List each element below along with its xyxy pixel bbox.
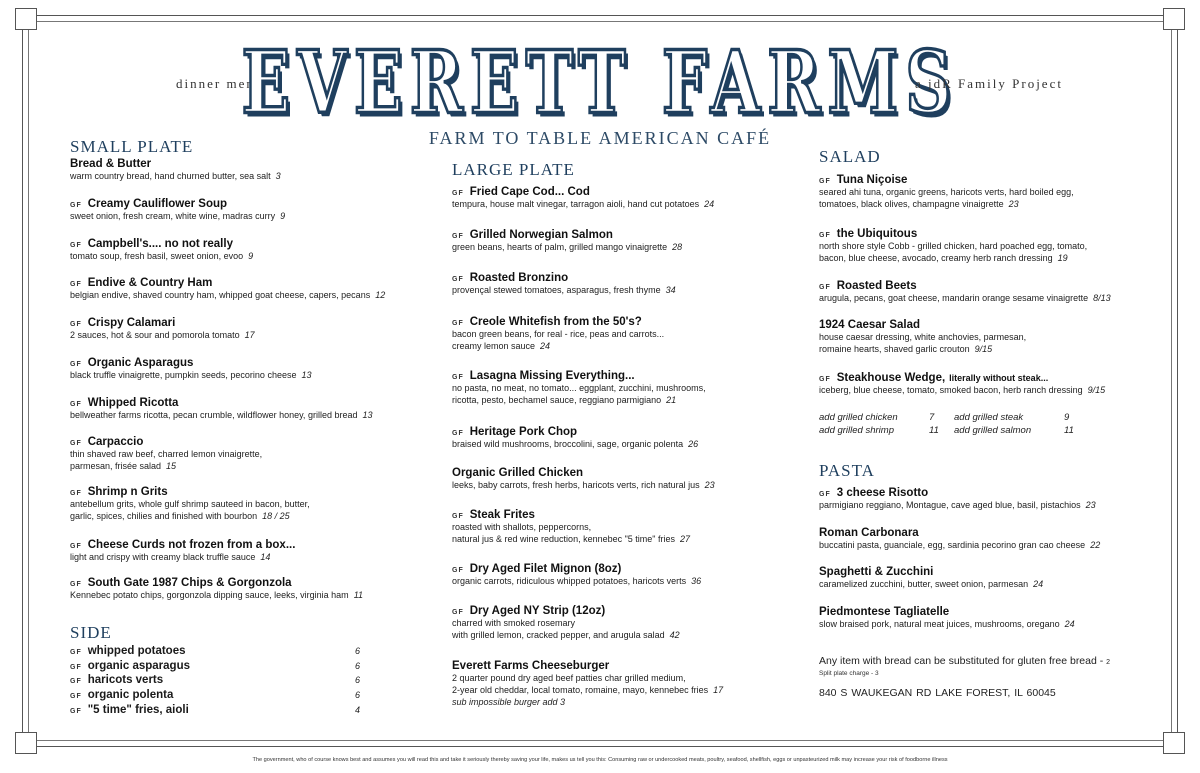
menu-item-name: Creole Whitefish from the 50's? (469, 316, 642, 328)
gluten-free-tag: GF (70, 678, 82, 685)
section-title-small-plate: SMALL PLATE (70, 137, 194, 156)
menu-item-name-row (70, 357, 311, 369)
description-text: iceberg, blue cheese, tomato, smoked bacon, herb ranch dressing (819, 385, 1083, 395)
gluten-free-tag: GF (70, 581, 82, 588)
section-title-pasta: PASTA (819, 461, 875, 480)
menu-item-description (819, 186, 1074, 198)
split-plate-charge: Split plate charge - 3 (819, 670, 879, 677)
description-text: romaine hearts, shaved garlic crouton (819, 344, 970, 354)
menu-item-price: 13 (362, 410, 373, 420)
menu-item (819, 319, 1026, 355)
menu-item-name: Cheese Curds not frozen from a box... (87, 539, 296, 551)
menu-item (452, 186, 714, 210)
menu-item-price: 12 (375, 290, 386, 300)
gluten-free-tag: GF (70, 490, 82, 497)
menu-item (819, 566, 1043, 590)
menu-item-name: Bread & Butter (70, 158, 152, 170)
side-item (70, 704, 360, 716)
description-text: antebellum grits, whole gulf shrimp sauteed in bacon, butter, (70, 499, 310, 509)
menu-item-name-row (70, 158, 281, 170)
description-text: no pasta, no meat, no tomato... eggplant, zucchini, mushrooms, (452, 383, 706, 393)
menu-item-price: 17 (244, 330, 255, 340)
section-title-salad: SALAD (819, 147, 881, 166)
side-item (70, 674, 360, 686)
menu-item-name: 1924 Caesar Salad (819, 319, 921, 331)
side-item (70, 689, 360, 701)
menu-item-description (819, 198, 1074, 210)
menu-item-name-row (819, 319, 1026, 331)
description-text: with grilled lemon, cracked pepper, and arugula salad (452, 630, 665, 640)
menu-item-description (70, 369, 311, 381)
menu-item-description (70, 250, 253, 262)
menu-item-description (819, 539, 1100, 551)
tagline: FARM TO TABLE AMERICAN CAFÉ (428, 128, 772, 148)
menu-item-description (70, 498, 310, 510)
menu-item (819, 280, 1111, 304)
addon-item: add grilled chicken 7 (819, 412, 935, 423)
menu-item-description (819, 384, 1105, 396)
brand-logo (241, 32, 959, 134)
gluten-free-tag: GF (819, 376, 831, 383)
side-item-name: organic asparagus (87, 660, 190, 672)
menu-item (70, 357, 311, 381)
menu-item-price: 14 (260, 552, 271, 562)
menu-item (819, 487, 1096, 511)
menu-item-price: 3 (275, 171, 281, 181)
menu-item-name-row (452, 186, 714, 198)
menu-item (819, 372, 1105, 396)
gluten-free-tag: GF (70, 693, 82, 700)
menu-item-description (819, 343, 1026, 355)
menu-item-description (70, 210, 285, 222)
menu-item-description (819, 578, 1043, 590)
gluten-free-tag: GF (452, 513, 464, 520)
description-text: garlic, spices, chilies and finished with bourbon (70, 511, 258, 521)
menu-item-name-row (452, 370, 706, 382)
menu-item-name-row (70, 486, 310, 498)
menu-item-description (452, 684, 723, 696)
description-text: black truffle vinaigrette, pumpkin seeds, pecorino cheese (70, 370, 297, 380)
menu-item-description (452, 284, 676, 296)
gluten-free-tag: GF (452, 374, 464, 381)
side-item-price: 6 (354, 675, 360, 685)
menu-item-name: Dry Aged Filet Mignon (8oz) (469, 563, 622, 575)
menu-item-description (452, 198, 714, 210)
gluten-free-tag: GF (452, 567, 464, 574)
menu-item-name: Roasted Beets (836, 280, 917, 292)
corner-ornament (15, 8, 37, 30)
gluten-free-tag: GF (70, 202, 82, 209)
menu-item-description (70, 448, 262, 460)
description-text: arugula, pecans, goat cheese, mandarin orange sesame vinaigrette (819, 293, 1089, 303)
menu-item-name: Organic Asparagus (87, 357, 194, 369)
menu-item-name-row (819, 527, 1100, 539)
menu-item-name: Dry Aged NY Strip (12oz) (469, 605, 606, 617)
side-item-price: 6 (354, 690, 360, 700)
menu-item-name-row (70, 397, 372, 409)
description-text: ricotta, pesto, bechamel sauce, reggiano parmigiano (452, 395, 662, 405)
menu-item-name: Campbell's.... no not really (87, 238, 233, 250)
menu-item (452, 563, 701, 587)
menu-item-name-row (452, 272, 676, 284)
menu-item-price: 24 (704, 199, 715, 209)
menu-item-description (452, 672, 723, 684)
menu-item-name-row (452, 563, 701, 575)
menu-item (70, 486, 310, 522)
menu-item-price: 36 (691, 576, 702, 586)
salad-addons (819, 412, 1089, 438)
menu-item-description (452, 394, 706, 406)
side-item-price: 4 (354, 705, 360, 715)
menu-item-price: 42 (669, 630, 680, 640)
menu-item-name: Steakhouse Wedge, (836, 372, 946, 384)
menu-item-name-row (70, 577, 363, 589)
menu-item-price: 19 (1057, 253, 1068, 263)
menu-item-name: Organic Grilled Chicken (452, 467, 584, 479)
menu-item (70, 436, 262, 472)
description-text: organic carrots, ridiculous whipped potatoes, haricots verts (452, 576, 687, 586)
menu-item (819, 527, 1100, 551)
description-text: bacon, blue cheese, avocado, creamy herb ranch dressing (819, 253, 1053, 263)
menu-item-name-row (452, 316, 664, 328)
description-text: caramelized zucchini, butter, sweet onion, parmesan (819, 579, 1029, 589)
description-text: bellweather farms ricotta, pecan crumble, wildflower honey, grilled bread (70, 410, 358, 420)
menu-item-name: Piedmontese Tagliatelle (819, 606, 950, 618)
menu-item (452, 316, 664, 352)
menu-item-name-row (452, 605, 680, 617)
menu-item-price: 23 (1008, 199, 1019, 209)
menu-item-price: 8/13 (1093, 293, 1111, 303)
menu-item-price: 23 (704, 480, 715, 490)
menu-item (70, 397, 372, 421)
description-text: house caesar dressing, white anchovies, parmesan, (819, 332, 1027, 342)
menu-item-description (819, 331, 1026, 343)
gluten-free-tag: GF (452, 190, 464, 197)
description-text: 2-year old cheddar, local tomato, romaine, mayo, kennebec fries (452, 685, 709, 695)
gluten-free-tag: GF (452, 609, 464, 616)
menu-item-name: Fried Cape Cod... Cod (469, 186, 590, 198)
menu-item-description (452, 328, 664, 340)
menu-item-price: 9 (280, 211, 286, 221)
menu-item-description (452, 629, 680, 641)
description-text: buccatini pasta, guanciale, egg, sardinia pecorino gran cao cheese (819, 540, 1086, 550)
description-text: provençal stewed tomatoes, asparagus, fresh thyme (452, 285, 661, 295)
menu-item-name-row (452, 229, 682, 241)
menu-item-name-row (819, 487, 1096, 499)
menu-item-price: 26 (688, 439, 699, 449)
description-text: slow braised pork, natural meat juices, mushrooms, oregano (819, 619, 1060, 629)
menu-item (70, 158, 281, 182)
menu-item (452, 272, 676, 296)
description-text: bacon green beans, for real - rice, peas and carrots... (452, 329, 665, 339)
description-text: parmesan, frisée salad (70, 461, 162, 471)
menu-item-description (70, 329, 255, 341)
menu-item-name: Crispy Calamari (87, 317, 176, 329)
menu-item-name: Tuna Niçoise (836, 174, 908, 186)
addon-row (819, 412, 1089, 425)
corner-ornament (1163, 8, 1185, 30)
menu-item-price: 9/15 (974, 344, 993, 354)
menu-item (452, 229, 682, 253)
description-text: north shore style Cobb - grilled chicken, hard poached egg, tomato, (819, 241, 1088, 251)
description-text: tempura, house malt vinegar, tarragon aioli, hand cut potatoes (452, 199, 700, 209)
menu-item-name: Everett Farms Cheeseburger (452, 660, 610, 672)
health-disclaimer: The government, who of course knows best and assumes you will read this and take it seriously thereby saving your life, makes us tell you this: Consuming raw or undercooked meats, poultry, seafood, shellfish, eggs or unpasteurized milk may increase your risk of foodborne illness (252, 757, 948, 763)
description-text: green beans, hearts of palm, grilled mango vinaigrette (452, 242, 668, 252)
menu-item-description (819, 618, 1075, 630)
gluten-free-tag: GF (70, 321, 82, 328)
side-item-price: 6 (354, 661, 360, 671)
menu-item-description (452, 533, 690, 545)
menu-item-price: 27 (680, 534, 691, 544)
menu-item-price: 28 (672, 242, 683, 252)
menu-item-description (819, 499, 1096, 511)
menu-item (819, 606, 1075, 630)
description-text: Kennebec potato chips, gorgonzola dipping sauce, leeks, virginia ham (70, 590, 349, 600)
menu-item-name-row (70, 317, 255, 329)
description-text: natural jus & red wine reduction, kennebec "5 time" fries (452, 534, 676, 544)
menu-item (70, 539, 295, 563)
menu-item-price: 24 (1033, 579, 1044, 589)
menu-item-name-row (452, 467, 715, 479)
menu-item-name: the Ubiquitous (836, 228, 918, 240)
side-item (70, 645, 360, 657)
menu-item-name: Endive & Country Ham (87, 277, 213, 289)
gluten-free-tag: GF (70, 649, 82, 656)
menu-item-name-row (70, 238, 253, 250)
menu-item (452, 605, 680, 641)
menu-item-name: Shrimp n Grits (87, 486, 168, 498)
section-title-side: SIDE (70, 623, 112, 642)
menu-item-extra: sub impossible burger add 3 (452, 697, 566, 707)
gluten-free-tag: GF (819, 232, 831, 239)
menu-item-description (452, 521, 690, 533)
gluten-free-note: Any item with bread can be substituted for gluten free bread - 2 (819, 655, 1111, 667)
gluten-free-tag: GF (452, 320, 464, 327)
description-text: 2 sauces, hot & sour and pomorola tomato (70, 330, 240, 340)
menu-item-description (452, 241, 682, 253)
menu-item-name: Carpaccio (87, 436, 144, 448)
side-item-name: organic polenta (87, 689, 174, 701)
menu-item-price: 34 (665, 285, 676, 295)
description-text: creamy lemon sauce (452, 341, 536, 351)
description-text: braised wild mushrooms, broccolini, sage, organic polenta (452, 439, 684, 449)
menu-item-name-row (819, 174, 1074, 186)
menu-item-name-row (819, 228, 1087, 240)
menu-item-description (819, 240, 1087, 252)
menu-item-price: 18 / 25 (262, 511, 290, 521)
menu-item-name-row (70, 436, 262, 448)
addon-item: add grilled shrimp 11 (819, 425, 939, 436)
menu-item-name-row (819, 606, 1075, 618)
menu-item-name: South Gate 1987 Chips & Gorgonzola (87, 577, 292, 589)
menu-item-name: Steak Frites (469, 509, 535, 521)
menu-item-description (452, 617, 680, 629)
description-text: leeks, baby carrots, fresh herbs, haricots verts, rich natural jus (452, 480, 700, 490)
menu-item-description (70, 409, 372, 421)
menu-item (452, 467, 715, 491)
gluten-free-tag: GF (452, 276, 464, 283)
gluten-free-tag: GF (70, 242, 82, 249)
menu-item-price: 21 (666, 395, 677, 405)
side-item-name: "5 time" fries, aioli (87, 704, 189, 716)
menu-item (452, 426, 698, 450)
menu-item (819, 228, 1087, 264)
addon-item: add grilled steak 9 (954, 412, 1070, 423)
menu-item-price: 24 (540, 341, 551, 351)
gluten-free-tag: GF (452, 233, 464, 240)
menu-item-description (452, 382, 706, 394)
menu-item (819, 174, 1074, 210)
menu-item-name-row (452, 509, 690, 521)
description-text: sweet onion, fresh cream, white wine, madras curry (70, 211, 276, 221)
gluten-free-tag: GF (70, 440, 82, 447)
gluten-free-tag: GF (452, 430, 464, 437)
menu-item-name-row (452, 660, 723, 672)
section-title-large-plate: LARGE PLATE (452, 160, 575, 179)
gluten-free-tag: GF (70, 708, 82, 715)
gluten-free-tag: GF (70, 543, 82, 550)
menu-item-price: 22 (1090, 540, 1101, 550)
menu-item-price: 11 (353, 590, 364, 600)
menu-item-price: 9/15 (1087, 385, 1106, 395)
menu-item-name-row (70, 277, 385, 289)
menu-item-description (452, 575, 701, 587)
menu-item-price: 15 (166, 461, 177, 471)
menu-item-name-row (819, 372, 1105, 384)
menu-item-price: 24 (1064, 619, 1075, 629)
menu-item-aside: literally without steak... (949, 373, 1049, 383)
menu-item-description (70, 551, 295, 563)
gluten-free-tag: GF (70, 401, 82, 408)
gluten-free-tag: GF (70, 361, 82, 368)
description-text: 2 quarter pound dry aged beef patties char grilled medium, (452, 673, 686, 683)
description-text: seared ahi tuna, organic greens, haricots verts, hard boiled egg, (819, 187, 1074, 197)
menu-item (70, 277, 385, 301)
side-item-name: whipped potatoes (87, 645, 186, 657)
menu-item (70, 317, 255, 341)
menu-item-name-row (452, 426, 698, 438)
addon-item: add grilled salmon 11 (954, 425, 1074, 436)
menu-item-price: 17 (713, 685, 724, 695)
description-text: parmigiano reggiano, Montague, cave aged blue, basil, pistachios (819, 500, 1081, 510)
description-text: warm country bread, hand churned butter, sea salt (70, 171, 271, 181)
menu-item-description (70, 589, 363, 601)
menu-item (70, 577, 363, 601)
menu-item (452, 660, 723, 708)
menu-item-description (70, 460, 262, 472)
menu-item-name: Roman Carbonara (819, 527, 919, 539)
description-text: light and crispy with creamy black truffle sauce (70, 552, 256, 562)
description-text: tomatoes, black olives, champagne vinaigrette (819, 199, 1004, 209)
menu-item-name: Lasagna Missing Everything... (469, 370, 635, 382)
menu-item-description (452, 479, 715, 491)
family-project-label: a jdR Family Project (915, 76, 1063, 91)
menu-item-description (819, 292, 1111, 304)
menu-item-name-row (819, 280, 1111, 292)
gluten-free-tag: GF (70, 664, 82, 671)
menu-item-name-row (70, 198, 285, 210)
menu-item-name-row (70, 539, 295, 551)
brand-title: EVERETT FARMS (241, 32, 959, 134)
description-text: tomato soup, fresh basil, sweet onion, evoo (70, 251, 244, 261)
menu-item-price: 23 (1085, 500, 1096, 510)
menu-item-name: Grilled Norwegian Salmon (469, 229, 613, 241)
menu-item-description (70, 289, 385, 301)
menu-item-price: 9 (248, 251, 254, 261)
menu-item-name: 3 cheese Risotto (836, 487, 929, 499)
menu-item-name: Whipped Ricotta (87, 397, 179, 409)
menu-item-name: Heritage Pork Chop (469, 426, 578, 438)
description-text: charred with smoked rosemary (452, 618, 576, 628)
side-item (70, 660, 360, 672)
menu-item-description (70, 510, 310, 522)
menu-item-description (70, 170, 281, 182)
menu-item-name-row (819, 566, 1043, 578)
description-text: roasted with shallots, peppercorns, (452, 522, 592, 532)
description-text: belgian endive, shaved country ham, whipped goat cheese, capers, pecans (70, 290, 371, 300)
description-text: thin shaved raw beef, charred lemon vinaigrette, (70, 449, 263, 459)
gluten-free-tag: GF (70, 281, 82, 288)
dinner-menu-label: dinner menu (176, 76, 264, 91)
menu-item (452, 370, 706, 406)
menu-item (70, 198, 285, 222)
gluten-free-tag: GF (819, 178, 831, 185)
menu-item-name: Roasted Bronzino (469, 272, 569, 284)
gluten-free-tag: GF (819, 491, 831, 498)
menu-item-description (819, 252, 1087, 264)
address: 840 S WAUKEGAN RD LAKE FOREST, IL 60045 (819, 687, 1056, 699)
menu-item-price: 13 (301, 370, 312, 380)
menu-item-name: Creamy Cauliflower Soup (87, 198, 228, 210)
side-item-name: haricots verts (87, 674, 164, 686)
gluten-free-tag: GF (819, 284, 831, 291)
menu-item-description (452, 340, 664, 352)
menu-item-description (452, 438, 698, 450)
corner-ornament (15, 732, 37, 754)
corner-ornament (1163, 732, 1185, 754)
side-item-price: 6 (354, 646, 360, 656)
menu-item (452, 509, 690, 545)
menu-item (70, 238, 253, 262)
addon-row (819, 425, 1089, 438)
menu-item-name: Spaghetti & Zucchini (819, 566, 934, 578)
